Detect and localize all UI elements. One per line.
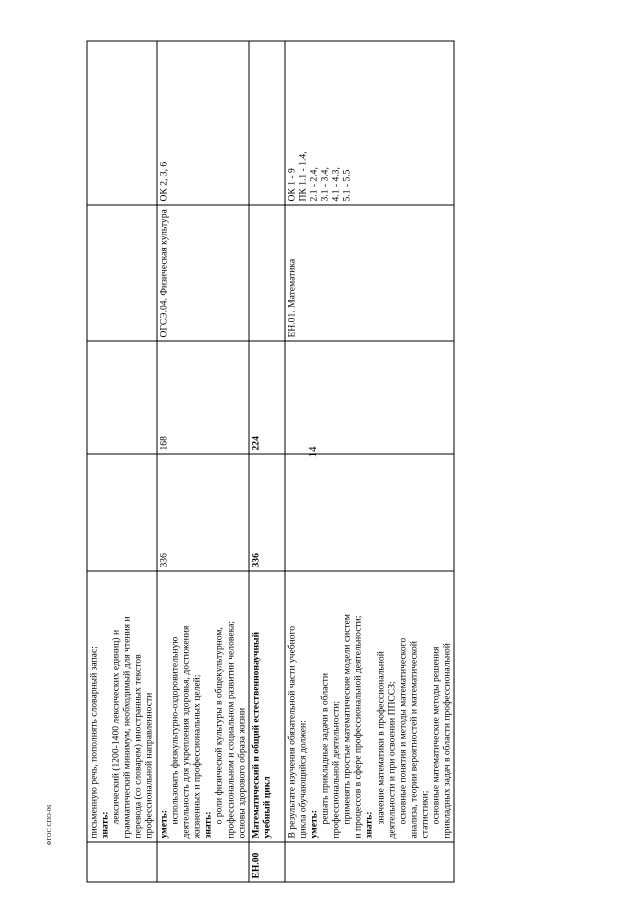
required-hours-cell <box>87 341 157 454</box>
competences-cell <box>285 41 454 205</box>
max-hours-cell <box>285 454 454 571</box>
required-hours-cell <box>285 341 454 454</box>
content-line: деятельность для укрепления здоровья, достижения <box>180 625 192 838</box>
competences-cell <box>249 41 285 205</box>
content-line: перевода (со словарем) иностранных текстов <box>132 653 144 838</box>
competence-line: ОК 2, 3, 6 <box>158 161 170 201</box>
index-cell <box>87 842 157 882</box>
table-row <box>157 41 249 882</box>
max-hours-cell: 336 <box>249 454 285 571</box>
content-line: уметь: <box>158 809 170 838</box>
content-line: применять простые математические модели систем <box>341 613 353 824</box>
max-hours-cell: 336 <box>157 454 249 571</box>
content-line: профессиональном и социальном развитии человека; <box>225 620 237 838</box>
content-line: знать: <box>202 811 214 838</box>
table-row <box>87 41 157 882</box>
required-hours-cell: 168 <box>157 341 249 454</box>
index-cell <box>285 842 454 882</box>
competence-line: 4.1 - 4.3, <box>330 166 342 201</box>
content-line: основы здорового образа жизни <box>236 707 248 838</box>
competences-cell <box>87 41 157 205</box>
content-line: значение математики в профессиональной <box>375 650 386 824</box>
table-row <box>249 41 285 882</box>
content-cell <box>249 571 285 842</box>
content-line: профессиональной направленности <box>143 692 155 838</box>
table-row <box>285 41 454 882</box>
footer-standard-code: ФГОС СПО-06 <box>47 804 53 846</box>
curriculum-table <box>87 41 453 882</box>
index-cell <box>157 842 249 882</box>
competence-line: ОК 1 - 9 <box>286 167 298 201</box>
content-line: цикла обучающийся должен: <box>297 719 309 838</box>
content-line: о роли физической культуры в общекультурном, <box>213 626 225 824</box>
max-hours-cell <box>87 454 157 571</box>
competence-line: ПК 1.1 - 1.4, <box>297 150 309 201</box>
content-line: профессиональной деятельности; <box>330 700 342 838</box>
competence-line: 5.1 - 5.5 <box>341 169 353 201</box>
content-line: письменную речь, пополнять словарный запас; <box>88 645 100 838</box>
content-line: основные понятия и методы математического <box>397 637 409 824</box>
content-line: В результате изучения обязательной части учебного <box>286 625 298 838</box>
content-line: статистики; <box>419 790 431 838</box>
required-hours-cell: 224 <box>249 341 285 454</box>
content-line: прикладных задач в области профессиональной <box>441 642 453 838</box>
discipline-cell <box>249 205 285 341</box>
page-number: 14 <box>307 446 319 458</box>
discipline-cell: ОГСЭ.04. Физическая культура <box>157 205 249 341</box>
content-line: основные математические методы решения <box>430 646 442 824</box>
discipline-cell: ЕН.01. Математика <box>285 205 454 341</box>
content-line: уметь: <box>308 809 320 838</box>
index-cell: ЕН.00 <box>249 842 285 882</box>
content-cell <box>87 571 157 842</box>
content-line: жизненных и профессиональных целей; <box>191 674 203 838</box>
discipline-cell <box>87 205 157 341</box>
content-line: Математический и общий естественнонаучный <box>250 631 262 838</box>
competence-line: 3.1 - 3.4, <box>319 166 331 201</box>
rotated-table-frame <box>87 41 453 882</box>
content-line: учебный цикл <box>261 775 273 838</box>
content-line: решать прикладные задачи в области <box>319 672 331 824</box>
content-cell <box>157 571 249 842</box>
competence-line: 2.1 - 2.4, <box>308 166 320 201</box>
content-line: использовать физкультурно-оздоровительную <box>169 636 181 824</box>
content-cell <box>285 571 454 842</box>
content-line: лексический (1200-1400 лексических единиц) и <box>110 629 122 824</box>
content-line: грамматический минимум, необходимый для чтения и <box>121 615 133 838</box>
content-line: знать: <box>363 811 375 838</box>
competences-cell <box>157 41 249 205</box>
content-line: деятельности и при освоении ППССЗ; <box>386 680 398 838</box>
content-line: знать: <box>99 811 111 838</box>
content-line: анализа, теории вероятностей и математической <box>408 640 420 838</box>
content-line: и процессов в сфере профессиональной деятельности; <box>352 615 364 838</box>
